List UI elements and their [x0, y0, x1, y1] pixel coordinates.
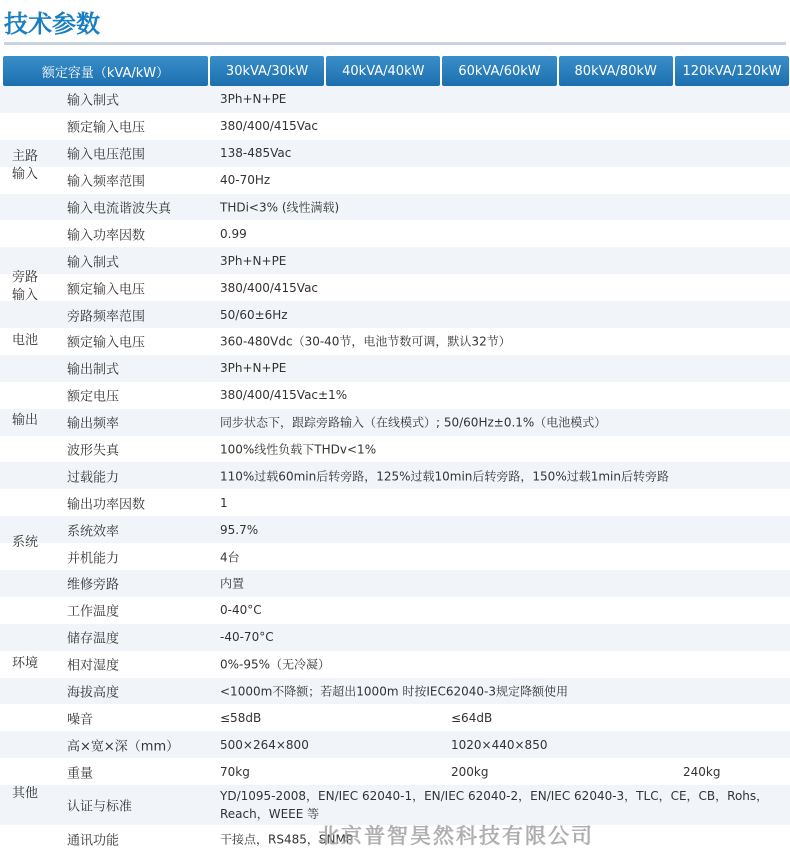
row-name: 输入频率范围	[67, 174, 146, 190]
company-watermark: 北京普智昊然科技有限公司	[318, 824, 594, 848]
category-battery: 电池	[12, 333, 39, 348]
table-row	[0, 220, 790, 247]
table-row	[0, 355, 790, 382]
row-value: 380/400/415Vac	[220, 280, 319, 295]
category-bypass-input: 旁路 输入	[12, 270, 39, 303]
row-name: 系统效率	[67, 524, 120, 540]
row-name: 额定电压	[67, 389, 120, 405]
row-value: 0.99	[220, 226, 247, 241]
row-value: 3Ph+N+PE	[220, 253, 287, 268]
row-name: 高×宽×深（mm）	[67, 739, 180, 755]
row-name: 噪音	[67, 712, 94, 728]
header-120kva: 120kVA/120kW	[675, 56, 789, 86]
header-capacity: 额定容量（kVA/kW）	[3, 56, 208, 86]
table-row	[0, 328, 790, 355]
table-row	[0, 140, 790, 167]
row-name: 输入制式	[67, 255, 120, 271]
category-system: 系统	[12, 535, 39, 550]
page-title: 技术参数	[4, 10, 100, 38]
table-row	[0, 167, 790, 194]
table-row	[0, 436, 790, 463]
table-row	[0, 651, 790, 678]
row-value: 110%过载60min后转旁路，125%过载10min后转旁路，150%过载1min后转旁路	[220, 469, 669, 484]
row-name: 输入制式	[67, 93, 120, 109]
row-value: 40-70Hz	[220, 173, 271, 188]
row-name: 输入电压范围	[67, 147, 146, 163]
row-name: 输入功率因数	[67, 228, 146, 244]
row-name: 储存温度	[67, 631, 120, 647]
row-value: THDi<3% (线性满载)	[220, 200, 340, 215]
row-value: 380/400/415Vac±1%	[220, 388, 348, 403]
table-row	[0, 274, 790, 301]
row-name: 额定输入电压	[67, 120, 146, 136]
row-name: 输出制式	[67, 362, 120, 378]
row-name: 通讯功能	[67, 833, 120, 849]
table-header	[3, 56, 789, 86]
table-row	[0, 489, 790, 516]
row-value-2: ≤64dB	[451, 710, 493, 725]
table-row	[0, 462, 790, 489]
row-name: 相对湿度	[67, 658, 120, 674]
table-row	[0, 86, 790, 113]
table-row	[0, 409, 790, 436]
row-name: 输入电流谐波失真	[67, 201, 172, 217]
row-value: -40-70°C	[220, 630, 274, 645]
category-other: 其他	[12, 786, 39, 801]
table-row	[0, 678, 790, 705]
row-value: 内置	[220, 576, 245, 591]
row-value-3: 240kg	[683, 764, 721, 779]
row-name: 认证与标准	[67, 799, 133, 815]
table-row	[0, 624, 790, 651]
row-value: 360-480Vdc（30-40节，电池节数可调，默认32节）	[220, 334, 511, 349]
row-name: 旁路频率范围	[67, 309, 146, 325]
row-value: 同步状态下，跟踪旁路输入（在线模式）; 50/60Hz±0.1%（电池模式）	[220, 415, 607, 430]
row-name: 输出功率因数	[67, 497, 146, 513]
table-row	[0, 731, 790, 758]
header-60kva: 60kVA/60kW	[442, 56, 556, 86]
table-row	[0, 113, 790, 140]
category-environment: 环境	[12, 656, 39, 671]
row-value: 3Ph+N+PE	[220, 92, 287, 107]
row-name: 海拔高度	[67, 685, 120, 701]
row-name: 工作温度	[67, 604, 120, 620]
header-40kva: 40kVA/40kW	[326, 56, 440, 86]
row-name: 额定输入电压	[67, 335, 146, 351]
row-name: 输出频率	[67, 416, 120, 432]
row-name: 过载能力	[67, 470, 120, 486]
table-row	[0, 247, 790, 274]
row-value: 50/60±6Hz	[220, 307, 288, 322]
table-row	[0, 301, 790, 328]
row-value: 70kg	[220, 764, 250, 779]
row-value: 1	[220, 495, 228, 510]
spec-table	[0, 86, 790, 852]
category-main-input: 主路 输入	[12, 149, 39, 182]
row-value: 500×264×800	[220, 737, 309, 752]
row-value: <1000m不降额；若超出1000m 时按IEC62040-3规定降额使用	[220, 684, 568, 699]
row-value: 100%线性负载下THDv<1%	[220, 442, 377, 457]
row-name: 额定输入电压	[67, 282, 146, 298]
table-row	[0, 543, 790, 570]
row-value: ≤58dB	[220, 710, 262, 725]
row-value: 3Ph+N+PE	[220, 361, 287, 376]
row-value: 0%-95%（无冷凝）	[220, 657, 331, 672]
title-divider	[4, 42, 786, 45]
row-name: 波形失真	[67, 443, 120, 459]
header-30kva: 30kVA/30kW	[210, 56, 324, 86]
table-row	[0, 194, 790, 221]
row-value-2: 200kg	[451, 764, 489, 779]
row-value: 380/400/415Vac	[220, 119, 319, 134]
row-value: 干接点，RS485，SNMP	[220, 832, 354, 847]
table-row	[0, 704, 790, 731]
category-output: 输出	[12, 413, 39, 428]
row-name: 并机能力	[67, 551, 120, 567]
row-value: 95.7%	[220, 522, 259, 537]
row-name: 维修旁路	[67, 577, 120, 593]
row-value: 4台	[220, 550, 240, 565]
row-value: YD/1095-2008，EN/IEC 62040-1，EN/IEC 62040-2，EN/IEC 62040-3，TLC，CE，CB，Rohs，Reach，WEEE 等	[220, 789, 769, 822]
header-80kva: 80kVA/80kW	[559, 56, 673, 86]
table-row	[0, 758, 790, 785]
row-value-2: 1020×440×850	[451, 737, 548, 752]
row-value: 0-40°C	[220, 603, 262, 618]
row-value: 138-485Vac	[220, 146, 292, 161]
table-row	[0, 382, 790, 409]
row-name: 重量	[67, 766, 94, 782]
table-row	[0, 597, 790, 624]
table-row	[0, 516, 790, 543]
table-row	[0, 570, 790, 597]
